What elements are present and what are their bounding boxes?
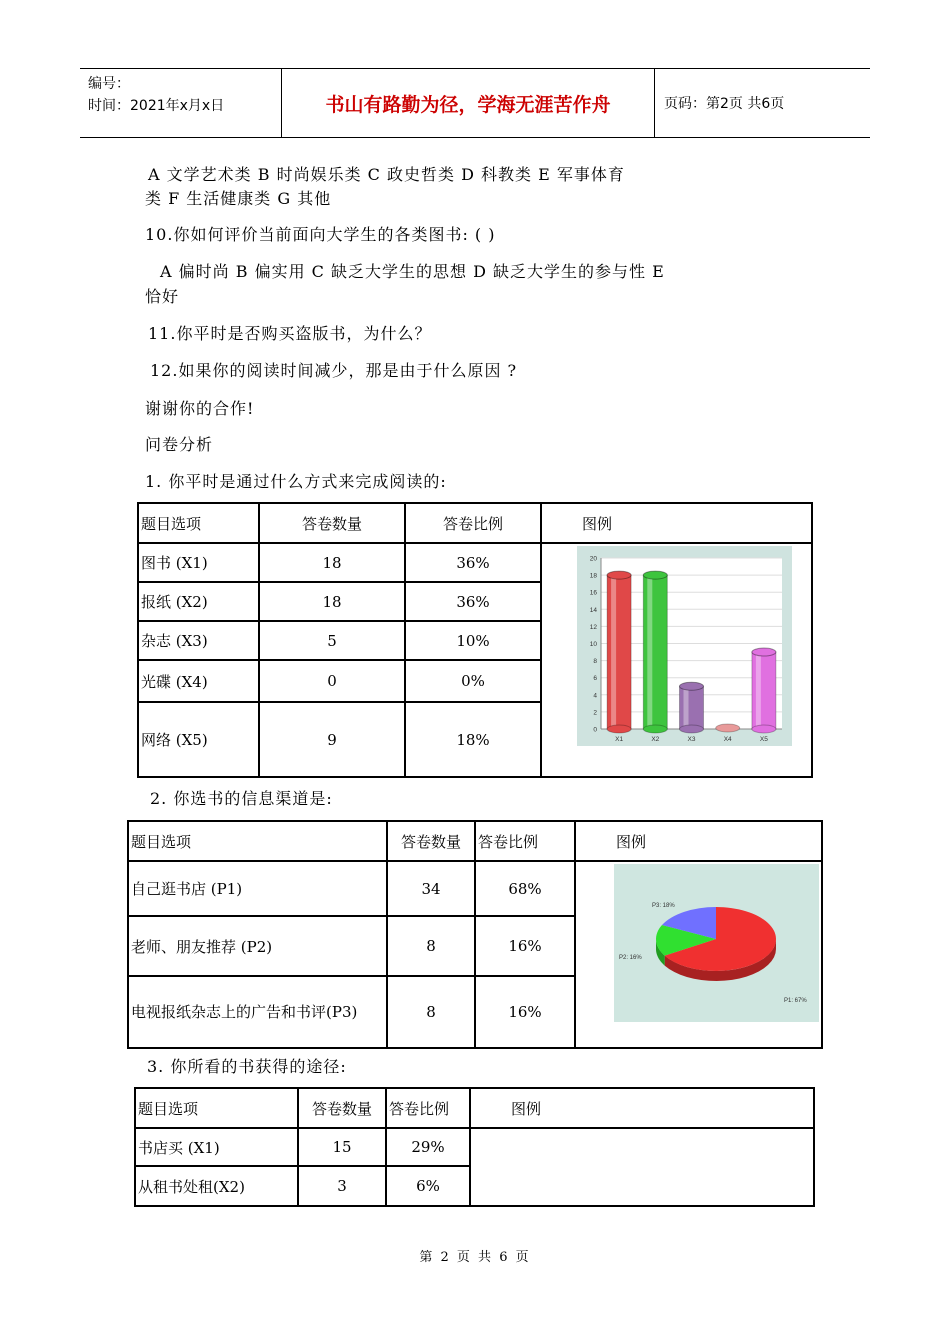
analysis-title: 问卷分析: [145, 435, 214, 454]
row-item: 杂志 (X3): [138, 621, 259, 660]
bar-highlight: [611, 575, 616, 729]
bar-top: [643, 571, 667, 579]
header-number: 编号：: [88, 76, 130, 92]
header-ratio: 答卷比例: [386, 1088, 470, 1128]
q10-question: 10.你如何评价当前面向大学生的各类图书: ( ): [145, 225, 496, 244]
bar-highlight: [647, 575, 652, 729]
header-ratio: 答卷比例: [405, 503, 541, 543]
bar: [680, 686, 704, 729]
bar: [607, 575, 631, 729]
header-item: 题目选项: [135, 1088, 298, 1128]
bar-highlight: [684, 686, 689, 729]
row-ratio: 36%: [405, 543, 541, 582]
bar-chart-cell: [541, 543, 812, 777]
bar-top: [680, 682, 704, 690]
row-ratio: 16%: [475, 916, 575, 976]
q10-options-line1: A 偏时尚 B 偏实用 C 缺乏大学生的思想 D 缺乏大学生的参与性 E: [160, 262, 665, 281]
q11-question: 11.你平时是否购买盗版书，为什么？: [148, 324, 432, 343]
q9-options-line1: A 文学艺术类 B 时尚娱乐类 C 政史哲类 D 科教类 E 军事体育: [148, 165, 625, 184]
page-footer: 第 2 页 共 6 页: [419, 1250, 531, 1265]
section3-title: 3. 你所看的书获得的途径:: [147, 1057, 347, 1076]
y-tick-label: 4: [593, 692, 597, 700]
bar-zero: [716, 724, 740, 732]
header-legend: 图例: [541, 503, 812, 543]
row-ratio: 29%: [386, 1128, 470, 1166]
x-tick-label: X1: [615, 736, 624, 743]
header-count: 答卷数量: [259, 503, 405, 543]
row-count: 15: [298, 1128, 386, 1166]
row-item: 图书 (X1): [138, 543, 259, 582]
row-item: 老师、朋友推荐 (P2): [128, 916, 387, 976]
x-tick-label: X2: [651, 736, 660, 743]
pie-label: P1: 67%: [784, 998, 807, 1004]
row-item: 网络 (X5): [138, 702, 259, 777]
q12-question: 12.如果你的阅读时间减少，那是由于什么原因 ?: [150, 361, 518, 380]
row-ratio: 16%: [475, 976, 575, 1048]
row-item: 从租书处租(X2): [135, 1166, 298, 1206]
bar-base: [643, 725, 667, 733]
table-header-row: [135, 1088, 814, 1128]
thanks-text: 谢谢你的合作!: [145, 399, 255, 418]
bar-base: [752, 725, 776, 733]
row-ratio: 36%: [405, 582, 541, 621]
page-header: [80, 68, 870, 138]
row-item: 电视报纸杂志上的广告和书评(P3): [128, 976, 387, 1048]
row-item: 报纸 (X2): [138, 582, 259, 621]
x-tick-label: X4: [723, 736, 732, 743]
row-ratio: 68%: [475, 861, 575, 916]
bar-base: [680, 725, 704, 733]
header-page-info: 页码：第2页 共6页: [664, 96, 785, 112]
y-tick-label: 6: [593, 675, 597, 683]
table-reading-methods: [137, 502, 813, 778]
q9-options-line2: 类 F 生活健康类 G 其他: [145, 189, 332, 208]
y-tick-label: 10: [589, 641, 597, 648]
table-header-row: [128, 821, 822, 861]
row-ratio: 0%: [405, 660, 541, 702]
row-count: 8: [387, 976, 475, 1048]
header-count: 答卷数量: [298, 1088, 386, 1128]
pie-label: P3: 18%: [652, 903, 675, 909]
row-item: 光碟 (X4): [138, 660, 259, 702]
row-count: 8: [387, 916, 475, 976]
x-tick-label: X3: [687, 736, 696, 743]
row-item: 自己逛书店 (P1): [128, 861, 387, 916]
header-meta: [80, 69, 282, 137]
row-count: 34: [387, 861, 475, 916]
y-tick-label: 2: [593, 709, 597, 717]
row-count: 9: [259, 702, 405, 777]
row-item: 书店买 (X1): [135, 1128, 298, 1166]
table-book-sources: [134, 1087, 815, 1207]
pie-chart: [614, 864, 819, 1022]
y-tick-label: 14: [589, 606, 597, 614]
bar: [752, 652, 776, 729]
row-ratio: 6%: [386, 1166, 470, 1206]
section2-title: 2. 你选书的信息渠道是:: [150, 789, 333, 808]
row-count: 3: [298, 1166, 386, 1206]
row-ratio: 18%: [405, 702, 541, 777]
table-header-row: [138, 503, 812, 543]
table-info-channels: [127, 820, 823, 1049]
header-item: 题目选项: [128, 821, 387, 861]
row-count: 0: [259, 660, 405, 702]
table-row: [135, 1128, 814, 1166]
y-tick-label: 12: [589, 623, 597, 631]
pie-chart-cell: [575, 861, 822, 1048]
bar-top: [607, 571, 631, 579]
row-ratio: 10%: [405, 621, 541, 660]
header-ratio: 答卷比例: [475, 821, 575, 861]
y-tick-label: 20: [589, 555, 597, 563]
row-count: 18: [259, 543, 405, 582]
bar-base: [607, 725, 631, 733]
header-date: 时间：2021年x月x日: [88, 98, 225, 114]
section1-title: 1. 你平时是通过什么方式来完成阅读的:: [145, 472, 447, 491]
y-tick-label: 8: [593, 658, 597, 666]
legend-cell-empty: [470, 1128, 814, 1206]
header-legend: 图例: [575, 821, 822, 861]
header-legend: 图例: [470, 1088, 814, 1128]
header-item: 题目选项: [138, 503, 259, 543]
table-row: [128, 861, 822, 916]
pie-label: P2: 16%: [619, 955, 642, 961]
bar: [643, 575, 667, 729]
row-count: 18: [259, 582, 405, 621]
y-tick-label: 18: [589, 572, 597, 580]
q10-options-line2: 恰好: [145, 287, 180, 306]
header-motto: 书山有路勤为径，学海无涯苦作舟: [282, 69, 655, 137]
y-tick-label: 16: [589, 589, 597, 597]
row-count: 5: [259, 621, 405, 660]
x-tick-label: X5: [759, 736, 768, 743]
header-count: 答卷数量: [387, 821, 475, 861]
bar-chart: [577, 546, 792, 746]
y-tick-label: 0: [593, 726, 597, 734]
bar-top: [752, 648, 776, 656]
table-row: [138, 543, 812, 582]
bar-highlight: [756, 652, 761, 729]
